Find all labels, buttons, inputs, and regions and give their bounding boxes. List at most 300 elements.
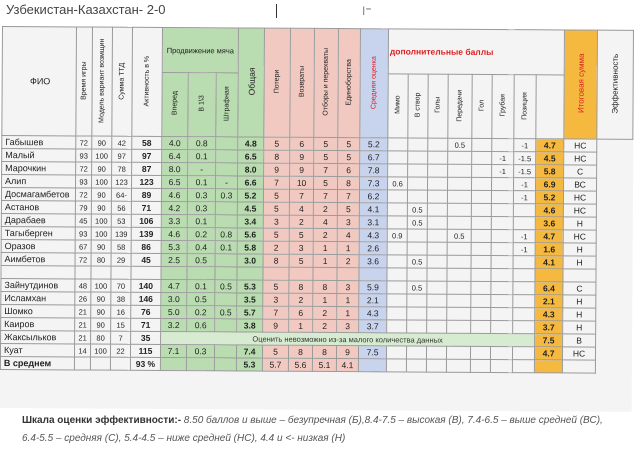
table-cell — [387, 255, 407, 268]
table-cell: 5 — [264, 137, 290, 150]
table-cell: 72 — [75, 188, 91, 201]
scale-label: Шкала оценки эффективности:- — [22, 415, 182, 426]
table-cell — [472, 151, 492, 164]
table-cell — [387, 190, 407, 203]
table-cell — [513, 269, 535, 282]
table-cell: Н — [563, 321, 596, 334]
table-cell: 35 — [131, 331, 161, 344]
table-cell — [160, 357, 186, 370]
table-cell — [407, 346, 427, 359]
table-cell: Н — [563, 217, 596, 230]
table-cell: 1 — [313, 241, 337, 254]
table-cell: 8 — [313, 280, 337, 293]
table-cell: 93 — [76, 149, 92, 162]
table-cell: 14 — [74, 344, 90, 357]
table-cell — [491, 203, 513, 216]
table-cell — [289, 267, 313, 280]
table-cell — [513, 321, 535, 334]
table-cell: 90 — [91, 188, 111, 201]
table-cell — [215, 215, 237, 228]
table-cell — [407, 190, 427, 203]
table-cell: 0.5 — [407, 255, 427, 268]
table-cell — [471, 190, 491, 203]
table-cell: 4.1 — [535, 256, 563, 269]
table-cell: 4.3 — [359, 307, 387, 320]
table-cell — [161, 266, 187, 279]
table-cell: -1 — [513, 230, 535, 243]
table-cell: 100 — [92, 149, 112, 162]
table-cell: 5.7 — [262, 358, 288, 371]
table-cell: 22 — [110, 344, 130, 357]
table-cell — [513, 204, 535, 217]
table-cell — [428, 151, 448, 164]
table-cell — [427, 216, 447, 229]
table-cell — [427, 281, 447, 294]
table-cell: 100 — [92, 175, 112, 188]
table-cell: 6.7 — [360, 151, 388, 164]
table-cell: 6.4 — [162, 149, 188, 162]
player-name: Марочкин — [2, 162, 76, 175]
table-cell: 5.3 — [236, 358, 262, 371]
table-cell — [471, 216, 491, 229]
table-cell: НС — [563, 347, 596, 360]
table-cell: 6.5 — [162, 175, 188, 188]
table-cell: 15 — [111, 318, 131, 331]
table-cell: 6.9 — [536, 178, 564, 191]
header-extra: дополнительные баллы — [388, 29, 564, 75]
table-cell — [387, 346, 407, 359]
table-cell — [562, 360, 595, 373]
table-cell: НС — [564, 139, 597, 152]
table-cell: 21 — [75, 331, 91, 344]
header-returns: Возвраты — [298, 66, 306, 98]
table-cell: 7 — [289, 189, 313, 202]
table-cell: 4.1 — [359, 203, 387, 216]
table-cell — [563, 269, 596, 282]
table-cell: 1 — [313, 254, 337, 267]
table-cell: -1 — [492, 164, 514, 177]
table-cell: 2.1 — [535, 295, 563, 308]
table-cell: -1.5 — [514, 152, 536, 165]
header-activity: Активность в % — [143, 55, 151, 107]
table-cell — [447, 190, 471, 203]
table-cell — [214, 345, 236, 358]
table-cell — [447, 307, 471, 320]
header-passes: Передачи — [456, 89, 464, 122]
table-cell: 0.5 — [447, 229, 471, 242]
table-cell — [471, 229, 491, 242]
table-cell: 80 — [91, 331, 111, 344]
table-cell: -1 — [514, 178, 536, 191]
table-cell — [447, 268, 471, 281]
table-cell: Н — [563, 308, 596, 321]
table-cell: 53 — [111, 214, 131, 227]
table-cell: 90 — [91, 305, 111, 318]
table-cell: 8.0 — [162, 162, 188, 175]
table-cell: 97 — [112, 149, 132, 162]
header-on-target: В створ — [414, 92, 422, 118]
table-cell — [110, 357, 130, 370]
table-cell — [492, 177, 514, 190]
table-cell — [513, 347, 535, 360]
table-cell: 2 — [313, 319, 337, 332]
table-cell — [187, 267, 215, 280]
table-cell — [447, 255, 471, 268]
table-cell — [407, 229, 427, 242]
table-cell — [491, 255, 513, 268]
table-cell: 4.0 — [162, 136, 188, 149]
table-cell — [491, 268, 513, 281]
table-cell: 0.1 — [188, 176, 216, 189]
table-cell — [407, 320, 427, 333]
table-cell: 5 — [314, 137, 338, 150]
table-cell: 90 — [92, 162, 112, 175]
table-cell: 0.5 — [448, 138, 472, 151]
ibeam-icon: I⁼ — [362, 4, 372, 18]
header-time: Время игры — [80, 61, 88, 100]
table-cell — [91, 266, 111, 279]
header-b13: В 1\3 — [198, 95, 206, 112]
table-cell: 8 — [289, 345, 313, 358]
table-cell: 5.6 — [237, 228, 263, 241]
table-cell: 3.6 — [535, 217, 563, 230]
player-name: В среднем — [0, 356, 74, 369]
table-cell — [216, 137, 238, 150]
table-cell — [386, 359, 406, 372]
header-losses: Потери — [273, 69, 281, 94]
table-cell: 5.3 — [161, 240, 187, 253]
table-cell: 2 — [289, 215, 313, 228]
table-cell: 93 — [75, 227, 91, 240]
table-cell — [513, 308, 535, 321]
table-cell — [90, 357, 110, 370]
header-final-sum: Итоговая сумма — [576, 53, 586, 114]
table-cell: 1 — [337, 307, 359, 320]
table-cell: 4.7 — [536, 139, 564, 152]
table-cell: 6 — [290, 137, 314, 150]
player-name: Куат — [0, 343, 74, 356]
table-cell: 4.3 — [359, 229, 387, 242]
table-cell: 9 — [290, 150, 314, 163]
table-cell — [471, 346, 491, 359]
table-cell — [471, 242, 491, 255]
table-cell: 0.9 — [387, 229, 407, 242]
table-cell: НС — [563, 204, 596, 217]
table-cell: 5 — [314, 150, 338, 163]
table-cell — [448, 151, 472, 164]
table-cell — [447, 294, 471, 307]
table-cell: 3 — [263, 293, 289, 306]
document-title: Узбекистан-Казахстан- 2-0 — [6, 2, 166, 17]
table-cell: 7.4 — [237, 345, 263, 358]
table-cell: 1 — [337, 242, 359, 255]
table-cell: 5.3 — [237, 280, 263, 293]
table-cell: 5 — [263, 202, 289, 215]
table-cell — [513, 256, 535, 269]
table-cell — [408, 164, 428, 177]
table-cell — [491, 281, 513, 294]
table-cell: 4.6 — [161, 188, 187, 201]
table-cell: 0.3 — [187, 202, 215, 215]
player-name: Дарабаев — [1, 213, 75, 226]
table-cell: 78 — [112, 162, 132, 175]
table-cell — [388, 138, 408, 151]
header-tackles: Отборы и перехваты — [322, 48, 330, 116]
table-cell — [491, 307, 513, 320]
table-cell — [534, 360, 562, 373]
table-cell: 2.1 — [359, 294, 387, 307]
table-cell: 3 — [337, 281, 359, 294]
table-cell: 4 — [289, 202, 313, 215]
player-name: Зайнутдинов — [1, 278, 75, 291]
header-model: Модель вариант возмщин — [98, 38, 106, 123]
table-cell — [427, 190, 447, 203]
table-cell: 5.2 — [237, 189, 263, 202]
table-cell: 5 — [314, 176, 338, 189]
table-cell — [427, 229, 447, 242]
table-cell: 3 — [289, 241, 313, 254]
table-cell: С — [564, 165, 597, 178]
table-cell: 4.2 — [161, 201, 187, 214]
table-cell — [491, 190, 513, 203]
table-cell: В — [563, 334, 596, 347]
header-efficiency: Эффективность — [610, 53, 620, 114]
table-cell: 4.7 — [535, 230, 563, 243]
table-cell: 10 — [290, 176, 314, 189]
table-cell — [215, 254, 237, 267]
table-cell: 7 — [314, 163, 338, 176]
header-avg-rating: Средняя оценка — [370, 55, 378, 109]
table-cell: 5 — [263, 189, 289, 202]
table-cell — [446, 359, 470, 372]
table-cell: 0.4 — [187, 241, 215, 254]
table-cell: 26 — [75, 292, 91, 305]
table-cell: 2 — [313, 306, 337, 319]
table-cell: 3.0 — [161, 292, 187, 305]
table-cell — [214, 358, 236, 371]
table-cell: -1 — [513, 243, 535, 256]
table-cell — [337, 268, 359, 281]
player-name: Исламхан — [1, 291, 75, 304]
player-name: Астанов — [1, 200, 75, 213]
table-cell: 87 — [132, 162, 162, 175]
table-cell: 29 — [111, 253, 131, 266]
table-cell: 6.6 — [238, 176, 264, 189]
table-cell: 4.6 — [535, 204, 563, 217]
table-cell: 0.5 — [215, 306, 237, 319]
table-cell — [427, 346, 447, 359]
player-name: Тагыберген — [1, 226, 75, 239]
table-cell: 4.5 — [536, 152, 564, 165]
table-cell: 89 — [131, 188, 161, 201]
table-cell: 3.4 — [237, 215, 263, 228]
table-cell: 58 — [132, 136, 162, 149]
table-cell: 3.6 — [359, 255, 387, 268]
table-cell — [472, 177, 492, 190]
header-blunder: Грубая — [499, 94, 507, 117]
table-cell: 71 — [131, 201, 161, 214]
table-cell: 3.1 — [359, 216, 387, 229]
table-cell — [427, 268, 447, 281]
table-cell — [215, 267, 237, 280]
table-cell — [215, 293, 237, 306]
table-cell: 6 — [338, 164, 360, 177]
table-cell: 5.8 — [237, 241, 263, 254]
table-cell: 140 — [131, 279, 161, 292]
table-cell — [428, 138, 448, 151]
table-cell — [471, 281, 491, 294]
table-cell: 90 — [91, 318, 111, 331]
player-name: Алип — [2, 175, 76, 188]
table-cell — [447, 281, 471, 294]
stats-sheet — [0, 26, 634, 412]
table-cell: 1 — [289, 319, 313, 332]
player-name — [1, 265, 75, 278]
table-cell: 9 — [264, 163, 290, 176]
table-cell — [428, 164, 448, 177]
table-cell: 3.8 — [237, 319, 263, 332]
player-name: Шомко — [1, 304, 75, 317]
player-name: Жаксыльков — [1, 330, 75, 343]
table-cell — [186, 358, 214, 371]
table-cell: 7 — [337, 190, 359, 203]
table-cell — [472, 138, 492, 151]
table-cell: 0.1 — [187, 215, 215, 228]
table-cell: 8 — [289, 280, 313, 293]
table-cell: 0.1 — [187, 280, 215, 293]
table-cell: 0.5 — [407, 216, 427, 229]
table-cell — [427, 320, 447, 333]
table-cell: 72 — [76, 162, 92, 175]
table-cell — [387, 203, 407, 216]
table-cell: 93 % — [130, 357, 160, 370]
table-cell — [535, 269, 563, 282]
table-cell: 5 — [337, 203, 359, 216]
table-cell: 2.5 — [161, 253, 187, 266]
table-cell: 4.8 — [238, 137, 264, 150]
table-cell — [407, 294, 427, 307]
table-cell: 123 — [112, 175, 132, 188]
table-cell: 6 — [289, 306, 313, 319]
table-cell: 123 — [132, 175, 162, 188]
table-cell: Н — [563, 295, 596, 308]
table-cell: 0.5 — [215, 280, 237, 293]
header-goal: Гол — [478, 99, 486, 112]
table-cell: 64- — [111, 188, 131, 201]
table-cell — [408, 138, 428, 151]
table-cell — [407, 268, 427, 281]
table-cell: 90 — [91, 292, 111, 305]
table-cell: 5.8 — [536, 165, 564, 178]
table-cell: 5.9 — [359, 281, 387, 294]
table-cell: 72 — [75, 253, 91, 266]
table-cell — [491, 242, 513, 255]
table-cell: 0.5 — [407, 281, 427, 294]
table-cell: 5.0 — [161, 305, 187, 318]
header-fio: ФИО — [2, 27, 77, 136]
table-cell: 3.2 — [161, 318, 187, 331]
table-cell: 3 — [337, 216, 359, 229]
table-cell: 100 — [90, 344, 110, 357]
table-cell — [387, 242, 407, 255]
table-cell: 4.7 — [535, 347, 563, 360]
player-name: Досмагамбетов — [1, 188, 75, 201]
table-cell — [408, 177, 428, 190]
insufficient-data-note: Оценить невозможно из-за малого количества данных — [161, 331, 535, 346]
table-cell: 8 — [264, 150, 290, 163]
table-cell: 139 — [131, 227, 161, 240]
table-cell: 146 — [131, 292, 161, 305]
table-cell — [215, 202, 237, 215]
table-cell: 9 — [263, 319, 289, 332]
table-cell: 5.1 — [312, 358, 336, 371]
table-cell: 3 — [263, 215, 289, 228]
table-cell: 90 — [91, 240, 111, 253]
table-cell — [359, 268, 387, 281]
table-cell: 48 — [75, 279, 91, 292]
table-cell — [448, 177, 472, 190]
table-cell: 7 — [264, 176, 290, 189]
table-cell: 2 — [337, 255, 359, 268]
table-cell — [491, 320, 513, 333]
table-cell — [471, 255, 491, 268]
table-cell: 1.6 — [535, 243, 563, 256]
header-sum: Сумма ТТД — [118, 62, 126, 100]
table-cell: 38 — [111, 292, 131, 305]
table-cell: 21 — [75, 305, 91, 318]
table-cell: Н — [563, 243, 596, 256]
table-cell: 7 — [263, 306, 289, 319]
table-cell: 4.1 — [336, 359, 358, 372]
text-cursor — [276, 4, 277, 18]
table-cell: 8 — [313, 345, 337, 358]
table-cell: 5.2 — [360, 138, 388, 151]
table-cell: 93 — [76, 175, 92, 188]
table-cell: 6.4 — [535, 282, 563, 295]
table-cell — [358, 359, 386, 372]
table-cell: 76 — [131, 305, 161, 318]
table-cell — [406, 359, 426, 372]
table-cell — [407, 307, 427, 320]
table-cell — [75, 266, 91, 279]
table-cell: 1 — [337, 294, 359, 307]
table-cell: 42 — [112, 136, 132, 149]
table-cell — [388, 164, 408, 177]
table-cell — [491, 294, 513, 307]
table-cell: 115 — [130, 344, 160, 357]
header-position: Позиция — [521, 91, 529, 120]
scale-text: 8.50 баллов и выше – безупречная (Б),8.4-7.5 – высокая (В), 7.4-6.5 – выше средней (ВС), 6.4-5.5 – средняя (С), 5.4-4.5 – ниже средней (НС), 4.4 и <- низкая (Н) — [22, 415, 603, 444]
table-cell: 5 — [338, 151, 360, 164]
table-cell — [387, 294, 407, 307]
table-cell: ВС — [564, 178, 597, 191]
table-cell — [387, 216, 407, 229]
table-cell — [448, 164, 472, 177]
table-cell: 5 — [263, 345, 289, 358]
table-cell: 4 — [313, 215, 337, 228]
table-cell: 2 — [263, 241, 289, 254]
table-cell — [131, 266, 161, 279]
table-cell — [491, 229, 513, 242]
table-cell: - — [216, 176, 238, 189]
table-cell: 3.5 — [237, 293, 263, 306]
table-cell — [216, 163, 238, 176]
table-cell: 139 — [111, 227, 131, 240]
header-duels: Единоборства — [345, 58, 353, 106]
table-cell: 6.2 — [359, 190, 387, 203]
table-cell: 4.5 — [237, 202, 263, 215]
table-cell — [512, 360, 534, 373]
